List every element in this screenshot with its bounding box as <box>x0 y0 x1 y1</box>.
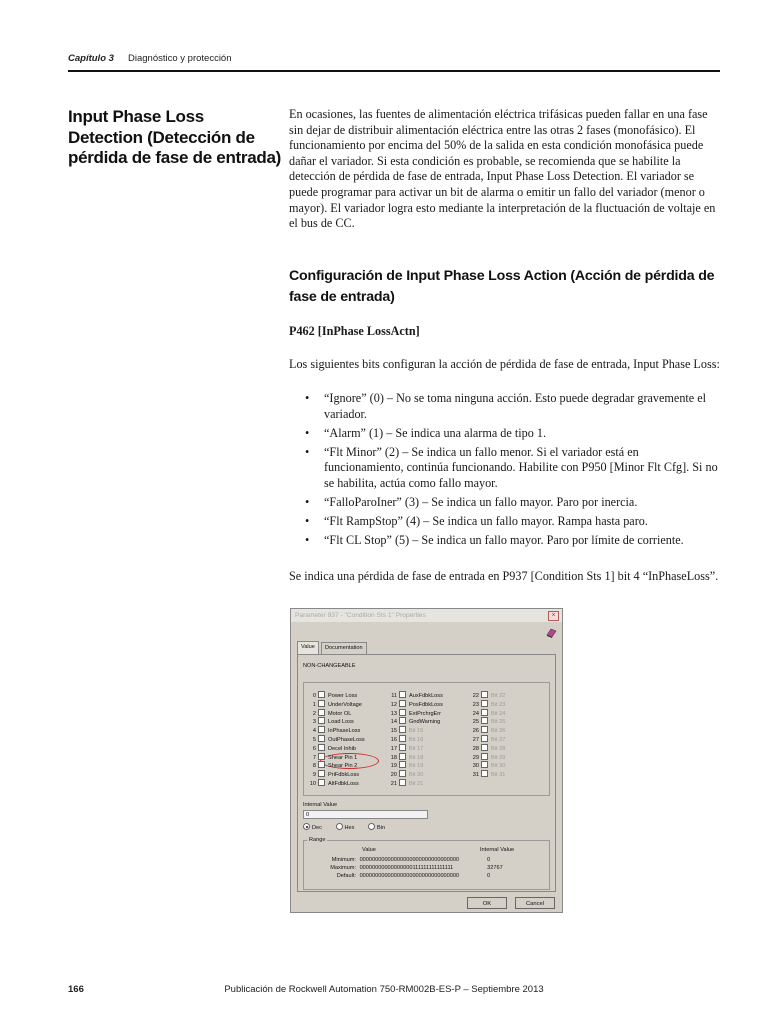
bit-number: 25 <box>472 719 479 726</box>
header-rule <box>68 70 720 72</box>
bit-number: 29 <box>472 754 479 761</box>
closing-paragraph: Se indica una pérdida de fase de entrada en P937 [Condition Sts 1] bit 4 “InPhaseLoss”. <box>289 569 719 583</box>
bit-row <box>470 691 505 699</box>
bullet-icon: • <box>305 494 310 509</box>
bit-checkbox[interactable] <box>399 691 406 698</box>
bit-checkbox[interactable] <box>481 744 488 751</box>
range-row-internal: 0 <box>487 857 491 863</box>
bit-checkbox[interactable] <box>399 744 406 751</box>
bit-row <box>470 717 505 725</box>
radio-bin-label: Bin <box>377 825 386 831</box>
dialog-title: Parameter 937 - "Condition Sts 1" Properties <box>291 609 562 622</box>
bit-checkbox[interactable] <box>318 744 325 751</box>
section-label: Diagnóstico y protección <box>128 53 232 64</box>
chapter-label: Capítulo 3 <box>68 53 114 64</box>
bit-label: PriFdbkLoss <box>328 772 360 779</box>
range-row-name: Minimum: <box>331 857 356 863</box>
bit-checkbox[interactable] <box>399 779 406 786</box>
bit-row <box>388 735 423 743</box>
bit-row <box>388 709 441 717</box>
range-row-name: Default: <box>336 873 356 879</box>
help-icon[interactable] <box>546 627 557 638</box>
bit-label: Load Loss <box>328 719 354 726</box>
bit-checkbox[interactable] <box>399 770 406 777</box>
bit-row <box>307 709 351 717</box>
bit-label: Bit 16 <box>409 737 424 743</box>
bit-checkbox[interactable] <box>399 761 406 768</box>
bit-label: Bit 27 <box>491 737 506 743</box>
bit-number: 28 <box>472 745 479 752</box>
bullet-icon: • <box>305 444 310 459</box>
bit-row <box>307 726 360 734</box>
bit-checkbox[interactable] <box>399 709 406 716</box>
bit-number: 15 <box>390 728 397 735</box>
bit-row <box>388 700 443 708</box>
bit-checkbox[interactable] <box>481 726 488 733</box>
page-number: 166 <box>68 984 84 995</box>
bit-number: 20 <box>390 772 397 779</box>
list-item <box>305 533 721 549</box>
list-item <box>305 426 721 442</box>
bit-label: Shear Pin 2 <box>328 763 358 770</box>
side-heading: Input Phase Loss Detection (Detección de pérdida de fase de entrada) <box>68 107 281 167</box>
bit-number: 4 <box>312 728 316 735</box>
range-col-internal: Internal Value <box>480 847 515 853</box>
list-item <box>305 495 721 511</box>
bit-row <box>388 770 423 778</box>
bit-row <box>388 753 423 761</box>
bit-label: Power Loss <box>328 693 358 699</box>
bit-row <box>307 717 354 725</box>
bit-row <box>307 753 357 761</box>
bullet-list <box>305 391 721 552</box>
bit-label: Bit 25 <box>491 719 506 726</box>
bit-row <box>470 770 505 778</box>
bit-number: 5 <box>312 737 316 743</box>
bullet-icon: • <box>305 391 310 405</box>
list-item <box>305 391 721 422</box>
bit-row <box>307 691 357 699</box>
bit-row <box>470 709 505 717</box>
parameter-name: P462 [InPhase LossActn] <box>289 324 420 338</box>
list-item-text: “Flt CL Stop” (5) – Se indica un fallo mayor. Paro por límite de corriente. <box>324 532 684 547</box>
radio-dec[interactable] <box>303 825 322 831</box>
bit-row <box>470 726 505 734</box>
bullet-icon: • <box>305 513 310 528</box>
bit-checkbox[interactable] <box>318 717 325 724</box>
bit-checkbox[interactable] <box>481 700 488 707</box>
bit-checkbox[interactable] <box>481 691 488 698</box>
bit-label: OutPhaseLoss <box>328 737 365 743</box>
properties-dialog-screenshot <box>290 608 563 913</box>
bit-label: Bit 18 <box>409 754 424 761</box>
radix-radio-group <box>303 823 397 831</box>
list-item <box>305 514 721 530</box>
bit-row <box>470 744 505 752</box>
bit-checkbox[interactable] <box>481 770 488 777</box>
bit-row <box>388 726 423 734</box>
bit-label: Bit 24 <box>491 710 506 717</box>
bit-checkbox[interactable] <box>318 700 325 707</box>
radio-hex[interactable] <box>336 825 355 831</box>
bit-checkbox[interactable] <box>318 735 325 742</box>
range-label: Range <box>309 837 326 843</box>
range-row-value: 00000000000000000000000000000000 <box>359 857 460 863</box>
bit-label: InPhaseLoss <box>328 728 361 735</box>
bit-label: Bit 28 <box>491 745 506 752</box>
bit-number: 24 <box>472 710 479 717</box>
bit-checkbox[interactable] <box>318 709 325 716</box>
bit-number: 31 <box>472 772 479 779</box>
bit-number: 12 <box>390 701 397 708</box>
running-header <box>68 53 232 64</box>
radio-hex-label: Hex <box>344 825 355 831</box>
bit-number: 1 <box>312 701 316 708</box>
bit-label: Motor OL <box>328 710 352 717</box>
bit-checkbox[interactable] <box>481 717 488 724</box>
tab-value[interactable]: Value <box>297 641 319 654</box>
internal-value-label: Internal Value <box>303 802 338 808</box>
bit-label: Bit 29 <box>491 754 506 761</box>
bit-number: 7 <box>312 754 316 761</box>
range-row-name: Maximum: <box>330 865 356 871</box>
bit-row <box>388 761 423 769</box>
bullet-icon: • <box>305 532 310 547</box>
bit-row <box>470 700 505 708</box>
bit-label: AltFdbkLoss <box>328 781 359 787</box>
bit-number: 26 <box>472 728 479 735</box>
bit-label: GndWarning <box>409 719 441 726</box>
bit-label: Bit 17 <box>409 745 424 752</box>
range-row-value: 00000000000000000111111111111111 <box>359 865 454 871</box>
bit-label: Shear Pin 1 <box>328 754 358 761</box>
bit-checkbox[interactable] <box>399 753 406 760</box>
bit-checkbox[interactable] <box>481 735 488 742</box>
bit-row <box>388 691 443 699</box>
bit-label: Bit 26 <box>491 728 506 735</box>
radio-dec-label: Dec <box>312 825 322 831</box>
list-item <box>305 445 721 492</box>
bit-checkbox[interactable] <box>399 735 406 742</box>
bit-checkbox[interactable] <box>318 753 325 760</box>
range-row-value: 00000000000000000000000000000000 <box>359 873 460 879</box>
internal-value-field[interactable]: 0 <box>303 810 428 819</box>
radio-bin-icon <box>368 823 375 830</box>
bit-label: Bit 21 <box>409 781 424 787</box>
list-item-text: “Flt Minor” (2) – Se indica un fallo menor. Si el variador está en funcionamiento, continúa funcionando. Habilite con P950 [Minor Flt Cfg]. Si no se habilita, actúa como fallo mayor. <box>324 444 718 490</box>
bit-row <box>307 735 365 743</box>
range-col-value: Value <box>362 847 376 853</box>
bits-intro-paragraph: Los siguientes bits configuran la acción de pérdida de fase de entrada, Input Phase Loss: <box>289 357 720 371</box>
bit-row <box>470 761 505 769</box>
bit-row <box>470 753 505 761</box>
ok-button[interactable]: OK <box>467 897 507 909</box>
bit-number: 21 <box>390 781 397 787</box>
bit-row <box>307 779 359 787</box>
bit-row <box>388 779 423 787</box>
bit-row <box>307 700 362 708</box>
subheading: Configuración de Input Phase Loss Action (Acción de pérdida de fase de entrada) <box>289 268 715 305</box>
radio-bin[interactable] <box>368 825 385 831</box>
bit-number: 8 <box>312 763 316 770</box>
bit-label: UnderVoltage <box>328 701 362 708</box>
radio-hex-icon <box>336 823 343 830</box>
range-row-max <box>324 865 503 871</box>
list-item-text: “Alarm” (1) – Se indica una alarma de tipo 1. <box>324 425 546 440</box>
bit-number: 13 <box>390 710 397 717</box>
bit-label: Decel Inhib <box>328 745 356 752</box>
bit-label: Bit 31 <box>491 772 506 779</box>
bit-checkbox[interactable] <box>399 726 406 733</box>
bit-number: 27 <box>472 737 479 743</box>
tab-documentation[interactable]: Documentation <box>321 642 367 654</box>
bit-number: 2 <box>312 710 316 717</box>
bit-checkbox[interactable] <box>318 726 325 733</box>
bit-row <box>307 744 356 752</box>
bit-label: Bit 22 <box>491 693 506 699</box>
bit-grid <box>303 682 550 796</box>
bit-checkbox[interactable] <box>318 761 325 768</box>
bit-label: Bit 30 <box>491 763 506 770</box>
bit-checkbox[interactable] <box>318 691 325 698</box>
bit-number: 19 <box>390 763 397 770</box>
bit-number: 9 <box>312 772 316 779</box>
bit-checkbox[interactable] <box>399 700 406 707</box>
list-item-text: “Flt RampStop” (4) – Se indica un fallo mayor. Rampa hasta paro. <box>324 513 648 528</box>
range-group <box>303 837 550 890</box>
range-row-default <box>324 873 490 879</box>
close-icon[interactable]: × <box>548 611 559 621</box>
bit-label: Bit 19 <box>409 763 424 770</box>
bit-number: 16 <box>390 737 397 743</box>
bit-label: Bit 20 <box>409 772 424 779</box>
bit-label: Bit 23 <box>491 701 506 708</box>
bit-number: 10 <box>309 781 316 787</box>
bit-number: 0 <box>312 693 316 699</box>
bullet-icon: • <box>305 425 310 440</box>
intro-paragraph: En ocasiones, las fuentes de alimentación eléctrica trifásicas pueden fallar en una fase sin dejar de distribuir alimentación eléctrica entre las otras 2 fases (monofásico). El funcionamiento por encima del 50% de la salida en esta condición monofásica puede dañar el variador. Si esta condición es probable, se recomienda que se habilite la detección de pérdida de fase de entrada, Input Phase Loss Detection. El variador se puede programar para activar un bit de alarma o emitir un fallo del variador (menor o mayor). El variador logra esto mediante la interpretación de la fluctuación de voltaje en el bus de CC. <box>289 107 716 231</box>
bit-label: PosFdbkLoss <box>409 701 443 708</box>
bit-checkbox[interactable] <box>481 753 488 760</box>
publication-line: Publicación de Rockwell Automation 750-RM002B-ES-P – Septiembre 2013 <box>224 984 544 995</box>
bit-row <box>307 770 359 778</box>
bit-label: ExtPrchrgErr <box>409 710 442 717</box>
bit-number: 18 <box>390 754 397 761</box>
bit-label: AuxFdbkLoss <box>409 693 443 699</box>
bit-number: 14 <box>390 719 397 726</box>
bit-number: 11 <box>391 693 397 699</box>
radio-dec-icon <box>303 823 310 830</box>
range-row-internal: 0 <box>487 873 491 879</box>
bit-number: 23 <box>472 701 479 708</box>
bit-row <box>470 735 505 743</box>
bit-checkbox[interactable] <box>318 779 325 786</box>
bit-number: 22 <box>472 693 479 699</box>
range-row-min <box>324 857 490 863</box>
bit-checkbox[interactable] <box>399 717 406 724</box>
bit-number: 17 <box>390 745 397 752</box>
list-item-text: “Ignore” (0) – No se toma ninguna acción. Esto puede degradar gravemente el variador. <box>324 391 707 421</box>
value-panel <box>297 654 556 892</box>
bit-number: 30 <box>472 763 479 770</box>
cancel-button[interactable]: Cancel <box>515 897 555 909</box>
list-item-text: “FalloParoIner” (3) – Se indica un fallo mayor. Paro por inercia. <box>324 494 638 509</box>
bit-label: Bit 15 <box>409 728 424 735</box>
bit-number: 6 <box>312 745 316 752</box>
range-row-internal: 32767 <box>487 865 503 871</box>
bit-row <box>388 744 423 752</box>
bit-checkbox[interactable] <box>481 709 488 716</box>
bit-row <box>307 761 357 769</box>
bit-number: 3 <box>312 719 316 726</box>
status-label: NON-CHANGEABLE <box>303 663 356 669</box>
bit-checkbox[interactable] <box>318 770 325 777</box>
bit-row <box>388 717 440 725</box>
bit-checkbox[interactable] <box>481 761 488 768</box>
